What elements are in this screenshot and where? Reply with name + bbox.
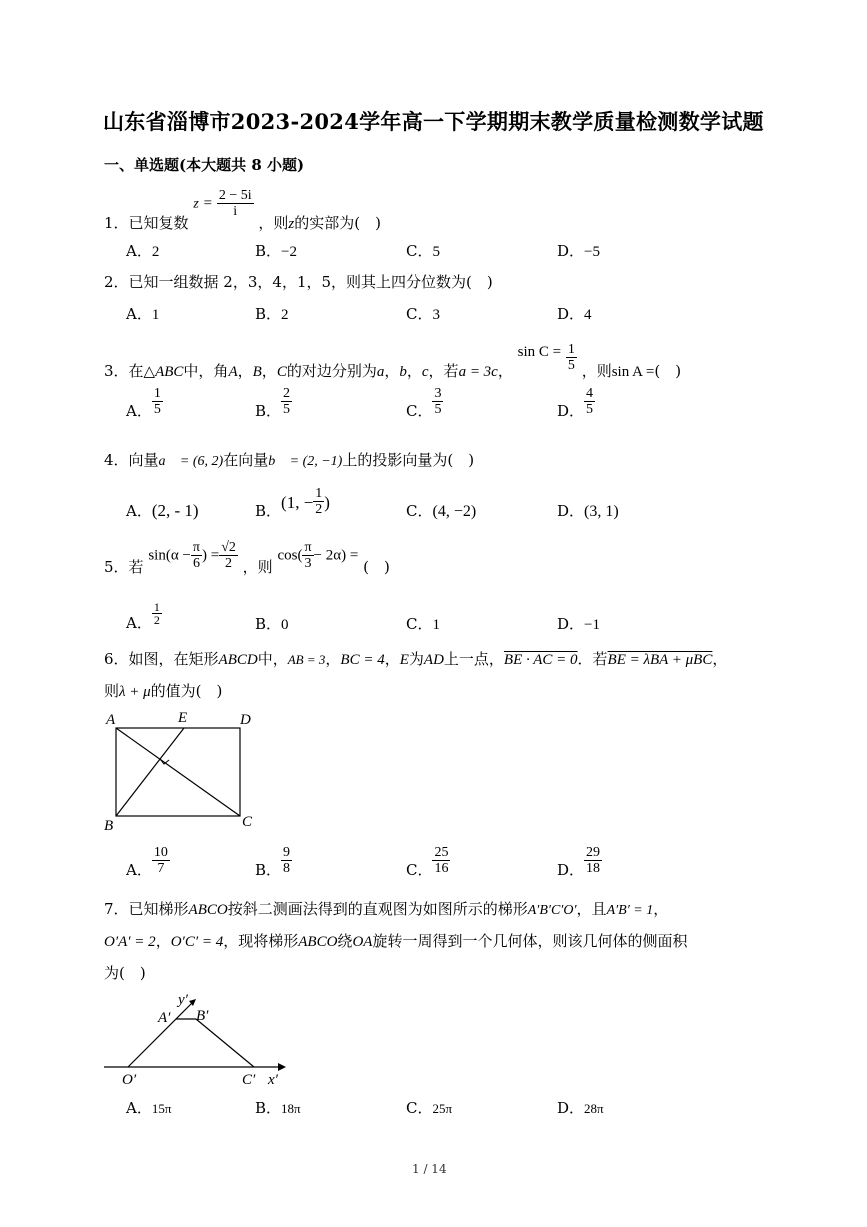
q4-option-b-post: ) bbox=[324, 492, 330, 512]
q5-option-c-letter: C． bbox=[406, 615, 433, 633]
q7-abco3: ABCO bbox=[298, 934, 338, 950]
q7-oa-axis: OA bbox=[352, 934, 373, 950]
q4-option-b-den: 2 bbox=[315, 502, 323, 517]
q5-sqrt2: √2 bbox=[221, 540, 236, 555]
q7-option-d[interactable] bbox=[557, 1097, 604, 1118]
q6-option-c-fraction bbox=[432, 845, 450, 876]
q7-option-c-value: 25π bbox=[432, 1101, 453, 1116]
q3-sep1: ， bbox=[237, 361, 253, 380]
q6-e: E bbox=[399, 652, 409, 668]
q6-option-b-fraction bbox=[281, 845, 292, 876]
label-x-prime: x′ bbox=[268, 1072, 278, 1088]
q3-sinc-num: 1 bbox=[567, 342, 575, 357]
q1-option-a-value: 2 bbox=[151, 244, 160, 260]
label-e: E bbox=[178, 710, 188, 726]
page-number: 1 / 14 bbox=[412, 1162, 447, 1176]
q6-option-d-den: 18 bbox=[586, 861, 601, 876]
q7-lead: 7．已知梯形 bbox=[104, 900, 189, 918]
q6-option-d[interactable] bbox=[557, 845, 602, 879]
q3-sinc-fraction bbox=[566, 342, 577, 373]
q3-option-c-den: 5 bbox=[434, 402, 442, 417]
q5-option-b-value: 0 bbox=[281, 617, 289, 633]
q3-option-c[interactable] bbox=[406, 386, 443, 420]
q7-option-a-letter: A． bbox=[126, 1099, 152, 1117]
q7-t4: ，现将梯形 bbox=[223, 932, 299, 950]
q6-line2a: 则 bbox=[104, 682, 120, 700]
q2-option-b-value: 2 bbox=[281, 307, 289, 323]
q5-pi6-fraction bbox=[191, 540, 202, 571]
q4-option-d-letter: D． bbox=[557, 502, 585, 520]
q3-angle-b: B bbox=[252, 363, 262, 380]
q3-option-b-num: 2 bbox=[283, 386, 291, 401]
q5-sqrt2-fraction bbox=[219, 540, 238, 571]
q3-side-c: c bbox=[421, 363, 429, 380]
q5-cos-pre: cos( bbox=[277, 547, 303, 564]
q5-option-a-num: 1 bbox=[153, 600, 160, 614]
q3-t5: ( ) bbox=[654, 361, 682, 380]
q3-option-b-fraction bbox=[281, 386, 292, 417]
q7-option-c-letter: C． bbox=[406, 1099, 433, 1117]
q6-sep2: ， bbox=[384, 650, 400, 668]
label-y-prime: y′ bbox=[178, 992, 188, 1008]
q7-option-c[interactable] bbox=[406, 1097, 452, 1118]
q7-option-a-value: 15π bbox=[151, 1101, 172, 1116]
q6-t1: 中， bbox=[257, 650, 288, 668]
q5-two: 2 bbox=[219, 555, 238, 571]
question-6-line2 bbox=[104, 680, 222, 701]
q7-abco: ABCO bbox=[188, 902, 228, 918]
q6-lambda-mu: λ + μ bbox=[119, 684, 151, 700]
q6-t5: ， bbox=[712, 650, 728, 668]
q7-option-b-letter: B． bbox=[255, 1099, 282, 1117]
q1-tail2: 的实部为( ) bbox=[294, 213, 381, 232]
question-5 bbox=[104, 540, 390, 576]
q5-option-a-letter: A． bbox=[126, 613, 152, 632]
q4-option-b-fraction bbox=[313, 486, 324, 517]
q3-t1: 中，角 bbox=[183, 361, 229, 380]
q5-option-d[interactable] bbox=[557, 613, 600, 634]
q7-abco2: A′B′C′O′ bbox=[527, 903, 577, 918]
q5-sin-text: sin(α − bbox=[148, 547, 191, 564]
label-a: A bbox=[106, 712, 116, 728]
q4-vector-b: b⃗ = (2, −1) bbox=[268, 454, 343, 469]
q6-vec: BE = λBA + μBC bbox=[607, 652, 713, 668]
q6-option-b[interactable] bbox=[255, 845, 292, 879]
q1-option-b-letter: B． bbox=[255, 242, 282, 260]
q4-t2: 上的投影向量为( ) bbox=[342, 451, 475, 469]
q1-option-d[interactable] bbox=[557, 240, 600, 261]
q4-option-a-letter: A． bbox=[126, 502, 152, 520]
q5-option-c[interactable] bbox=[406, 613, 440, 634]
q4-vector-a: a⃗ = (6, 2) bbox=[158, 454, 224, 469]
q1-fraction bbox=[217, 188, 254, 219]
q3-option-d-num: 4 bbox=[586, 386, 594, 401]
q4-option-d[interactable] bbox=[557, 500, 619, 521]
x-axis-arrow bbox=[278, 1063, 286, 1071]
q6-option-d-letter: D． bbox=[557, 860, 585, 879]
q3-option-b-den: 5 bbox=[283, 402, 291, 417]
q6-ab: AB = 3 bbox=[287, 652, 326, 667]
diagonal-ac bbox=[116, 728, 240, 816]
q3-cond1: a = 3c bbox=[458, 363, 498, 380]
section-header: 一、单选题(本大题共 8 小题) bbox=[104, 156, 305, 174]
q3-t3: ，若 bbox=[428, 361, 459, 380]
q3-option-c-num: 3 bbox=[434, 386, 442, 401]
q2-option-c-letter: C． bbox=[406, 305, 433, 323]
q2-option-c[interactable] bbox=[406, 303, 440, 324]
q3-side-a: a bbox=[376, 363, 385, 380]
q6-ad: AD bbox=[423, 652, 444, 668]
q7-option-d-value: 28π bbox=[584, 1101, 604, 1116]
q1-option-b[interactable] bbox=[255, 240, 297, 261]
q3-option-d[interactable] bbox=[557, 386, 595, 420]
q5-six: 6 bbox=[191, 555, 202, 571]
q3-option-a-den: 5 bbox=[153, 402, 161, 417]
q6-option-b-den: 8 bbox=[283, 861, 291, 876]
q7-t2: ，且 bbox=[576, 900, 607, 918]
q1-fraction-den: i bbox=[217, 203, 254, 219]
q1-option-d-value: −5 bbox=[584, 244, 600, 260]
question-2: 2．已知一组数据 2，3，4，1，5，则其上四分位数为( ) bbox=[104, 273, 493, 291]
q5-t1: ，则 bbox=[242, 557, 273, 576]
q3-sep2: ， bbox=[261, 361, 277, 380]
q3-option-c-fraction bbox=[432, 386, 443, 417]
q3-t4: ，则 bbox=[581, 361, 612, 380]
q1-option-c[interactable] bbox=[406, 240, 440, 261]
q7-t1: 按斜二测画法得到的直观图为如图所示的梯形 bbox=[227, 900, 528, 918]
q1-z2: z bbox=[288, 215, 295, 232]
q1-option-a-letter: A． bbox=[126, 242, 152, 260]
q5-three: 3 bbox=[302, 555, 313, 571]
q6-lead: 6．如图，在矩形 bbox=[104, 650, 219, 668]
q2-option-a-letter: A． bbox=[126, 305, 152, 323]
q7-trapezoid-diagram bbox=[100, 988, 300, 1088]
q5-option-a-fraction bbox=[152, 601, 162, 626]
question-3 bbox=[104, 342, 682, 380]
q6-bc: BC = 4 bbox=[340, 652, 385, 668]
q3-option-a[interactable] bbox=[126, 386, 163, 420]
question-1 bbox=[104, 188, 381, 232]
q6-option-a-letter: A． bbox=[126, 860, 152, 879]
q4-option-b-letter: B． bbox=[255, 501, 282, 520]
q5-option-a-den: 2 bbox=[153, 613, 160, 627]
q3-sinc-den: 5 bbox=[567, 358, 575, 373]
q4-option-b-pre: (1, − bbox=[281, 492, 314, 512]
q5-t2: ( ) bbox=[363, 557, 390, 576]
q3-sina: sin A = bbox=[611, 363, 655, 380]
q3-option-d-den: 5 bbox=[586, 402, 594, 417]
q6-line2b: 的值为( ) bbox=[150, 682, 223, 700]
q7-sep: ， bbox=[155, 932, 171, 950]
q6-option-c-letter: C． bbox=[406, 860, 433, 879]
q6-option-d-num: 29 bbox=[586, 845, 601, 860]
label-b-prime: B′ bbox=[196, 1008, 209, 1024]
question-7-line2 bbox=[104, 930, 687, 951]
question-7 bbox=[104, 898, 668, 919]
q6-option-c-den: 16 bbox=[434, 861, 449, 876]
q5-option-d-value: −1 bbox=[584, 617, 600, 633]
q7-option-b-value: 18π bbox=[281, 1101, 301, 1116]
q3-option-a-letter: A． bbox=[126, 401, 152, 420]
q3-angle-a: A bbox=[228, 363, 238, 380]
q4-option-b[interactable] bbox=[255, 486, 330, 520]
q2-option-a[interactable] bbox=[126, 303, 159, 324]
q6-rectangle-diagram bbox=[100, 706, 270, 836]
q4-lead: 4．向量 bbox=[104, 451, 159, 469]
q7-option-b[interactable] bbox=[255, 1097, 301, 1118]
q5-pi-2: π bbox=[304, 540, 312, 555]
page-title: 山东省淄博市2023-2024学年高一下学期期末教学质量检测数学试题 bbox=[103, 109, 764, 134]
question-6 bbox=[104, 648, 727, 669]
q7-oc: O′C′ = 4 bbox=[170, 934, 224, 950]
q4-option-c[interactable] bbox=[406, 500, 476, 521]
q5-expr2-mid: − 2α) = bbox=[313, 547, 359, 564]
q2-option-c-value: 3 bbox=[432, 307, 440, 323]
q1-eq: = bbox=[203, 195, 213, 212]
q4-option-c-value: (4, −2) bbox=[432, 503, 477, 520]
q3-sinc: sin C = bbox=[517, 343, 562, 360]
label-o-prime: O′ bbox=[122, 1072, 137, 1088]
q5-option-b-letter: B． bbox=[255, 615, 282, 633]
q7-ab: A′B′ = 1 bbox=[606, 903, 654, 918]
question-1-lead: 1．已知复数 bbox=[104, 213, 189, 232]
q4-option-c-letter: C． bbox=[406, 502, 433, 520]
segment-bc bbox=[196, 1019, 254, 1067]
q3-angle-c: C bbox=[276, 363, 287, 380]
q7-t5: 绕 bbox=[337, 932, 353, 950]
segment-be bbox=[116, 728, 184, 816]
q6-option-a-num: 10 bbox=[153, 845, 168, 860]
q3-sep3: ， bbox=[384, 361, 400, 380]
q6-t2: 为 bbox=[408, 650, 424, 668]
q7-option-a[interactable] bbox=[126, 1097, 171, 1118]
q1-option-b-value: −2 bbox=[281, 244, 297, 260]
q1-option-d-letter: D． bbox=[557, 242, 585, 260]
q5-pi3-fraction bbox=[302, 540, 313, 571]
q4-t1: 在向量 bbox=[223, 451, 269, 469]
q7-oa: O′A′ = 2 bbox=[104, 934, 156, 950]
q6-dot: BE · AC = 0 bbox=[503, 652, 578, 668]
q3-option-d-fraction bbox=[584, 386, 595, 417]
q2-option-b-letter: B． bbox=[255, 305, 282, 323]
q6-option-a-den: 7 bbox=[152, 860, 170, 876]
q3-option-b[interactable] bbox=[255, 386, 292, 420]
label-c: C bbox=[242, 814, 253, 830]
label-c-prime: C′ bbox=[242, 1072, 256, 1088]
q2-option-d-value: 4 bbox=[584, 307, 592, 323]
q4-option-a[interactable] bbox=[126, 500, 199, 521]
label-d: D bbox=[240, 712, 251, 728]
q4-option-b-num: 1 bbox=[315, 486, 323, 501]
q7-t6: 旋转一周得到一个几何体，则该几何体的侧面积 bbox=[372, 932, 688, 950]
q4-option-a-value: (2, - 1) bbox=[151, 501, 199, 520]
q1-option-c-letter: C． bbox=[406, 242, 433, 260]
q7-t3: ， bbox=[653, 900, 669, 918]
q1-fraction-num: 2 − 5i bbox=[218, 188, 252, 203]
q6-sep1: ， bbox=[325, 650, 341, 668]
q5-sin-pre bbox=[148, 548, 191, 564]
q3-lead: 3．在 bbox=[104, 361, 144, 380]
q3-t2: 的对边分别为 bbox=[286, 361, 377, 380]
q6-option-c[interactable] bbox=[406, 845, 450, 879]
q5-option-c-value: 1 bbox=[432, 617, 440, 633]
q7-option-d-letter: D． bbox=[557, 1099, 585, 1117]
q3-sep4: ， bbox=[406, 361, 422, 380]
q5-expr1-mid: ) = bbox=[201, 547, 220, 564]
q6-option-a[interactable] bbox=[126, 845, 170, 879]
q3-option-a-fraction bbox=[152, 386, 163, 417]
label-a-prime: A′ bbox=[158, 1010, 171, 1026]
q6-option-b-letter: B． bbox=[255, 860, 282, 879]
q3-sep5: ， bbox=[497, 361, 513, 380]
q6-t3: 上一点， bbox=[443, 650, 504, 668]
q5-option-d-letter: D． bbox=[557, 615, 585, 633]
q5-lead: 5．若 bbox=[104, 557, 144, 576]
q6-option-b-num: 9 bbox=[283, 845, 291, 860]
q2-option-b[interactable] bbox=[255, 303, 289, 324]
q3-option-d-letter: D． bbox=[557, 401, 585, 420]
q3-option-b-letter: B． bbox=[255, 401, 282, 420]
q3-triangle: △ABC bbox=[143, 363, 184, 380]
question-7-line3: 为( ) bbox=[104, 964, 146, 982]
q6-rect: ABCD bbox=[218, 652, 258, 668]
label-b: B bbox=[104, 818, 114, 834]
q6-option-c-num: 25 bbox=[434, 845, 449, 860]
q2-option-d[interactable] bbox=[557, 303, 592, 324]
question-4 bbox=[104, 449, 474, 470]
q4-option-d-value: (3, 1) bbox=[584, 503, 619, 520]
q1-z: z bbox=[193, 196, 199, 212]
q3-option-a-num: 1 bbox=[153, 386, 161, 401]
q5-option-b[interactable] bbox=[255, 613, 289, 634]
q1-option-a[interactable] bbox=[126, 240, 159, 261]
q3-option-c-letter: C． bbox=[406, 401, 433, 420]
q6-option-d-fraction bbox=[584, 845, 602, 876]
q3-side-b: b bbox=[399, 363, 407, 380]
q1-option-c-value: 5 bbox=[432, 244, 440, 260]
q2-option-a-value: 1 bbox=[151, 307, 160, 323]
q5-pi: π bbox=[192, 540, 200, 555]
q1-tail1: ，则 bbox=[258, 213, 289, 232]
q5-option-a[interactable] bbox=[126, 600, 162, 632]
q6-option-a-fraction bbox=[152, 845, 170, 876]
q6-t4: ．若 bbox=[577, 650, 608, 668]
q2-option-d-letter: D． bbox=[557, 305, 585, 323]
